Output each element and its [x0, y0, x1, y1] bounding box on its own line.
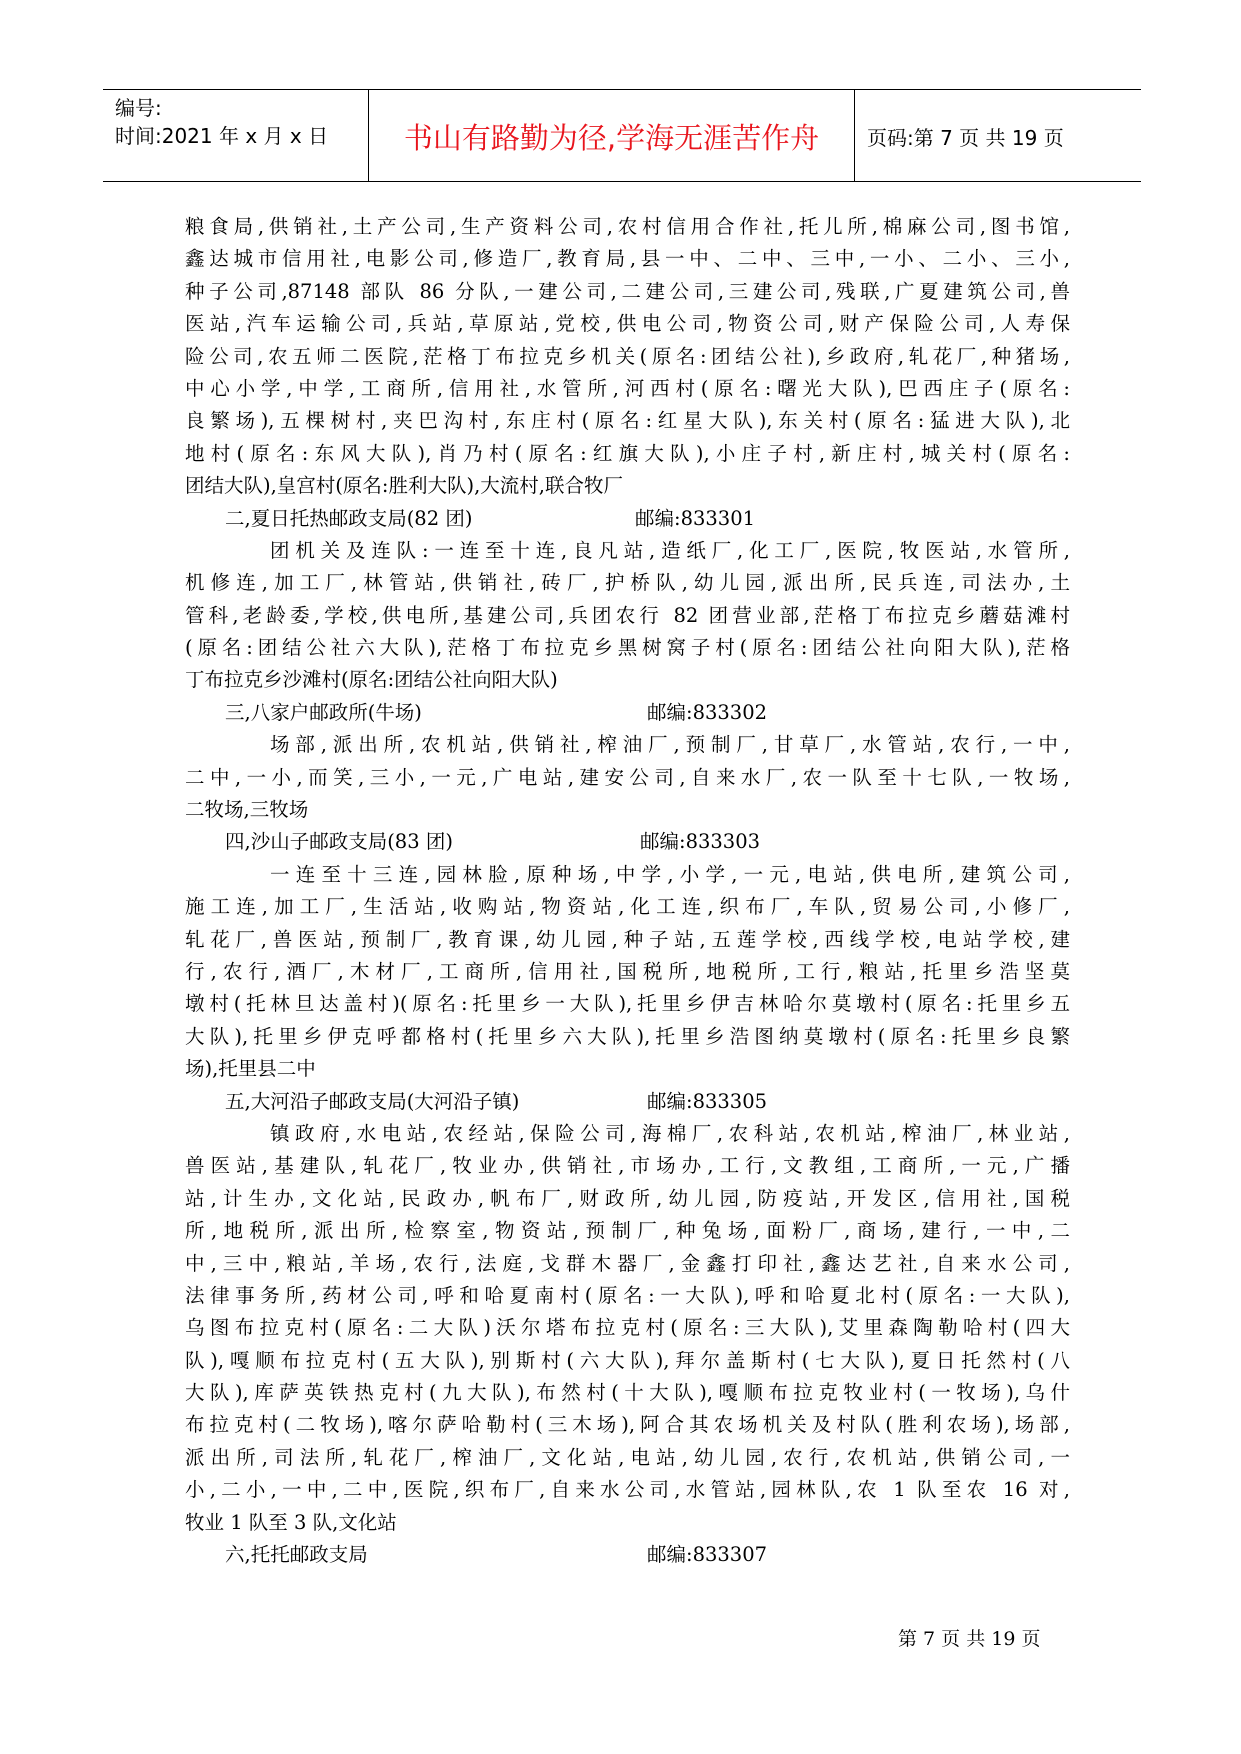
paragraph-4	[185, 859, 1070, 1086]
page-header	[103, 89, 1141, 182]
text-line: 大队),库萨英铁热克村(九大队),布然村(十大队),嘎顺布拉克牧业村(一牧场),乌什	[185, 1381, 1070, 1405]
text-line: 所,地税所,派出所,检察室,物资站,预制厂,种兔场,面粉厂,商场,建行,一中,二	[185, 1219, 1070, 1243]
text-line: 管科,老龄委,学校,供电所,基建公司,兵团农行 82 团营业部,茫格丁布拉克乡蘑菇滩村	[185, 603, 1070, 627]
text-line: 二牧场,三牧场	[185, 798, 309, 822]
text-line: 队),嘎顺布拉克村(五大队),别斯村(六大队),拜尔盖斯村(七大队),夏日托然村(八	[185, 1348, 1070, 1372]
text-line: 布拉克村(二牧场),喀尔萨哈勒村(三木场),阿合其农场机关及村队(胜利农场),场部,	[185, 1413, 1070, 1437]
page-footer: 第 7 页 共 19 页	[898, 1628, 1041, 1650]
text-line: 团机关及连队:一连至十连,良凡站,造纸厂,化工厂,医院,牧医站,水管所,	[270, 538, 1070, 562]
header-motto: 书山有路勤为径,学海无涯苦作舟	[403, 121, 820, 155]
text-line: 中,三中,粮站,羊场,农行,法庭,戈群木器厂,金鑫打印社,鑫达艺社,自来水公司,	[185, 1251, 1070, 1275]
text-line: 施工连,加工厂,生活站,收购站,物资站,化工连,织布厂,车队,贸易公司,小修厂,	[185, 895, 1070, 919]
text-line: 中心小学,中学,工商所,信用社,水管所,河西村(原名:曙光大队),巴西庄子(原名:	[185, 376, 1070, 400]
text-line: 一连至十三连,园林脸,原种场,中学,小学,一元,电站,供电所,建筑公司,	[270, 862, 1070, 886]
text-line: 乌图布拉克村(原名:二大队)沃尔塔布拉克村(原名:三大队),艾里森陶勒哈村(四大	[185, 1316, 1070, 1340]
header-page-number: 页码:第 7 页 共 19 页	[867, 126, 1064, 150]
text-line: (原名:团结公社六大队),茫格丁布拉克乡黑树窝子村(原名:团结公社向阳大队),茫格	[185, 636, 1070, 660]
header-center-cell	[368, 90, 855, 181]
section-heading-6	[185, 1539, 1070, 1571]
text-line: 墩村(托林旦达盖村)(原名:托里乡一大队),托里乡伊吉林哈尔莫墩村(原名:托里乡五	[185, 992, 1070, 1016]
text-line: 险公司,农五师二医院,茫格丁布拉克乡机关(原名:团结公社),乡政府,轧花厂,种猪场,	[185, 344, 1070, 368]
section-title: 五,大河沿子邮政支局(大河沿子镇)	[225, 1089, 520, 1113]
header-right-cell	[855, 90, 1141, 181]
text-line: 场部,派出所,农机站,供销社,榨油厂,预制厂,甘草厂,水管站,农行,一中,	[270, 733, 1070, 757]
section-title: 二,夏日托热邮政支局(82 团)	[225, 506, 473, 530]
paragraph-5	[185, 1118, 1070, 1539]
serial-label: 编号:	[115, 96, 162, 120]
postal-code: 邮编:833305	[647, 1089, 768, 1113]
text-line: 小,二小,一中,二中,医院,织布厂,自来水公司,水管站,园林队,农 1 队至农 16 对,	[185, 1478, 1070, 1502]
text-line: 大队),托里乡伊克呼都格村(托里乡六大队),托里乡浩图纳莫墩村(原名:托里乡良繁	[185, 1024, 1070, 1048]
text-line: 派出所,司法所,轧花厂,榨油厂,文化站,电站,幼儿园,农行,农机站,供销公司,一	[185, 1445, 1070, 1469]
paragraph-2	[185, 535, 1070, 697]
text-line: 医站,汽车运输公司,兵站,草原站,党校,供电公司,物资公司,财产保险公司,人寿保	[185, 312, 1070, 336]
postal-code: 邮编:833307	[647, 1543, 768, 1567]
text-line: 轧花厂,兽医站,预制厂,教育课,幼儿园,种子站,五莲学校,西线学校,电站学校,建	[185, 927, 1070, 951]
section-title: 三,八家户邮政所(牛场)	[225, 700, 422, 724]
text-line: 二中,一小,而笑,三小,一元,广电站,建安公司,自来水厂,农一队至十七队,一牧场,	[185, 765, 1070, 789]
text-line: 地村(原名:东风大队),肖乃村(原名:红旗大队),小庄子村,新庄村,城关村(原名:	[185, 441, 1070, 465]
text-line: 丁布拉克乡沙滩村(原名:团结公社向阳大队)	[185, 668, 558, 692]
section-heading-5	[185, 1086, 1070, 1118]
paragraph-1	[185, 211, 1070, 503]
text-line: 镇政府,水电站,农经站,保险公司,海棉厂,农科站,农机站,榨油厂,林业站,	[270, 1121, 1070, 1145]
text-line: 良繁场),五棵树村,夹巴沟村,东庄村(原名:红星大队),东关村(原名:猛进大队),北	[185, 409, 1070, 433]
text-line: 行,农行,酒厂,木材厂,工商所,信用社,国税所,地税所,工行,粮站,托里乡浩坚莫	[185, 959, 1070, 983]
header-left-cell	[103, 90, 368, 181]
text-line: 机修连,加工厂,林管站,供销社,砖厂,护桥队,幼儿园,派出所,民兵连,司法办,土	[185, 571, 1070, 595]
time-label: 时间:2021 年 x 月 x 日	[115, 124, 329, 148]
section-heading-2	[185, 503, 1070, 535]
section-title: 四,沙山子邮政支局(83 团)	[225, 830, 453, 854]
postal-code: 邮编:833301	[635, 506, 756, 530]
text-line: 粮食局,供销社,土产公司,生产资料公司,农村信用合作社,托儿所,棉麻公司,图书馆,	[185, 215, 1070, 238]
text-line: 牧业 1 队至 3 队,文化站	[185, 1510, 397, 1534]
document-body	[185, 211, 1070, 1571]
section-heading-3	[185, 697, 1070, 729]
text-line: 法律事务所,药材公司,呼和哈夏南村(原名:一大队),呼和哈夏北村(原名:一大队),	[185, 1283, 1070, 1307]
text-line: 鑫达城市信用社,电影公司,修造厂,教育局,县一中、二中、三中,一小、二小、三小,	[185, 247, 1070, 271]
text-line: 兽医站,基建队,轧花厂,牧业办,供销社,市场办,工行,文教组,工商所,一元,广播	[185, 1154, 1070, 1178]
postal-code: 邮编:833303	[640, 830, 761, 854]
text-line: 种子公司,87148 部队 86 分队,一建公司,二建公司,三建公司,残联,广夏建筑公司,兽	[185, 279, 1070, 303]
section-title: 六,托托邮政支局	[225, 1543, 368, 1567]
section-heading-4	[185, 826, 1070, 858]
text-line: 团结大队),皇宫村(原名:胜利大队),大流村,联合牧厂	[185, 474, 623, 498]
paragraph-3	[185, 729, 1070, 826]
postal-code: 邮编:833302	[647, 700, 768, 724]
text-line: 场),托里县二中	[185, 1057, 316, 1081]
text-line: 站,计生办,文化站,民政办,帆布厂,财政所,幼儿园,防疫站,开发区,信用社,国税	[185, 1186, 1070, 1210]
